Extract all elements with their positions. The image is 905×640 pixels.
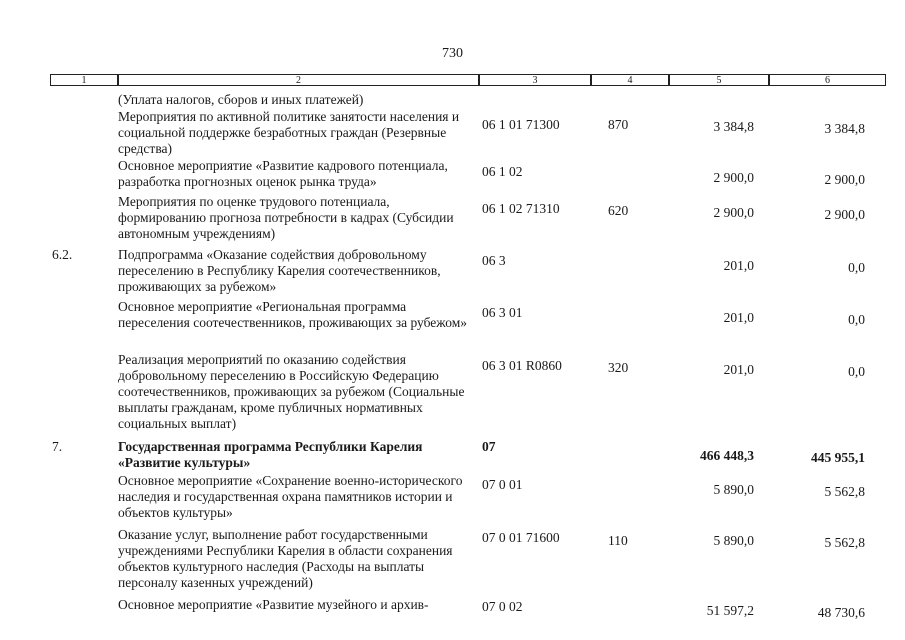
row-name: Государственная программа Республики Карелия «Развитие культуры» [118, 439, 423, 470]
row-name: Основное мероприятие «Развитие музейного и архив- [118, 597, 429, 612]
row-value-5: 201,0 [723, 258, 754, 273]
row-name: Оказание услуг, выполнение работ государственными учреждениями Республики Карелия в области сохранения объектов культурного наследия (Расходы на выплаты персоналу казенных учреждений) [118, 527, 453, 590]
row-code: 07 0 01 71600 [482, 530, 560, 545]
row-name: Мероприятия по активной политике занятости населения и социальной поддержке безработных граждан (Резервные средства) [118, 109, 460, 156]
row-code: 06 3 01 R0860 [482, 358, 562, 373]
row-value-5: 201,0 [723, 362, 754, 377]
row-value-6: 48 730,6 [817, 605, 865, 620]
row-value-5: 2 900,0 [713, 170, 754, 185]
header-col-2: 2 [118, 74, 479, 86]
row-value-6: 2 900,0 [824, 207, 865, 222]
row-name: Реализация мероприятий по оказанию содействия добровольному переселению в Российскую Федерацию соотечественников, проживающих за рубежом (Социальные выплаты гражданам, кроме публичных нормативных социальных выплат) [118, 352, 465, 431]
row-code: 07 0 02 [482, 599, 523, 614]
row-code: 06 3 01 [482, 305, 523, 320]
header-col-6: 6 [769, 74, 886, 86]
header-col-3: 3 [479, 74, 591, 86]
row-code: 06 1 01 71300 [482, 117, 560, 132]
row-value-5: 3 384,8 [713, 119, 754, 134]
row-name: Основное мероприятие «Региональная программа переселения соотечественников, проживающих за рубежом» [118, 299, 468, 330]
row-type: 320 [608, 360, 629, 375]
row-name: Основное мероприятие «Сохранение военно-исторического наследия и государственная охрана памятников истории и объектов культуры» [118, 473, 463, 520]
row-code: 07 0 01 [482, 477, 523, 492]
row-value-5: 5 890,0 [713, 533, 754, 548]
row-type: 620 [608, 203, 629, 218]
row-value-6: 2 900,0 [824, 172, 865, 187]
row-value-5: 2 900,0 [713, 205, 754, 220]
row-value-6: 5 562,8 [824, 535, 865, 550]
row-type: 110 [608, 533, 628, 548]
table-header [50, 74, 886, 88]
page-number: 730 [442, 46, 463, 61]
row-value-6: 0,0 [848, 364, 865, 379]
row-type: 870 [608, 117, 629, 132]
header-col-5: 5 [669, 74, 769, 86]
row-number: 7. [52, 439, 63, 454]
row-value-6: 0,0 [848, 312, 865, 327]
row-name: Мероприятия по оценке трудового потенциала, формированию прогноза потребности в кадрах (Субсидии автономным учреждениям) [118, 194, 454, 241]
row-value-5: 201,0 [723, 310, 754, 325]
row-code: 07 [482, 439, 496, 454]
header-col-1: 1 [50, 74, 118, 86]
row-value-6: 3 384,8 [824, 121, 865, 136]
row-value-6: 445 955,1 [811, 450, 865, 465]
row-value-5: 466 448,3 [700, 448, 754, 463]
row-value-5: 51 597,2 [706, 603, 754, 618]
row-name: Основное мероприятие «Развитие кадрового потенциала, разработка прогнозных оценок рынка труда» [118, 158, 448, 189]
header-col-4: 4 [591, 74, 669, 86]
row-code: 06 1 02 71310 [482, 201, 560, 216]
row-value-6: 5 562,8 [824, 484, 865, 499]
row-number: 6.2. [52, 247, 73, 262]
row-value-5: 5 890,0 [713, 482, 754, 497]
row-code: 06 1 02 [482, 164, 523, 179]
row-name: Подпрограмма «Оказание содействия добровольному переселению в Республику Карелия соотечественников, проживающих за рубежом» [118, 247, 441, 294]
row-name: (Уплата налогов, сборов и иных платежей) [118, 92, 364, 107]
row-code: 06 3 [482, 253, 506, 268]
row-value-6: 0,0 [848, 260, 865, 275]
